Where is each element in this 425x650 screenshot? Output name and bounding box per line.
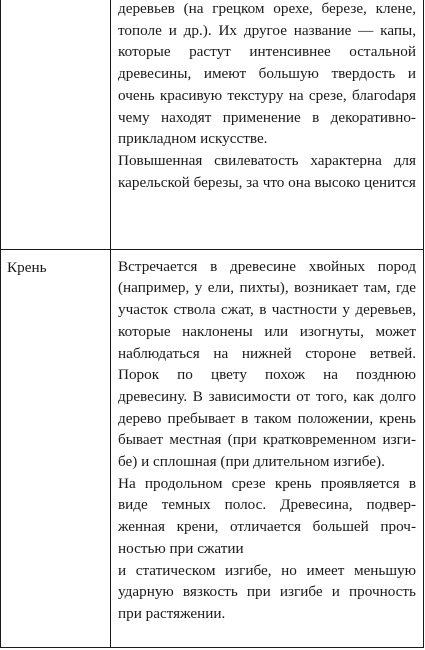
term-label: [1, 0, 110, 7]
description-paragraph: и статическом изгибе, но имеет меньшую ударную вязкость при изгибе и прочность при растяжении.: [118, 561, 416, 622]
description-paragraph: Повышенная свилеватость характерна для карельской березы, за что она высоко ценится: [118, 151, 416, 191]
term-cell: [1, 0, 111, 249]
term-label: Крень: [7, 258, 47, 276]
description-cell: [111, 0, 424, 249]
table-row: [1, 0, 424, 249]
term-cell: [1, 249, 111, 647]
description-paragraph: Встречается в древесине хвойных пород (например, у ели, пихты), возникает там, где участок ствола сжат, в частности у деревьев, которые наклонены или изогнуты, может наблюдаться на нижней стороне ветвей. Порок по цвету похож на позднюю древесину. В зависимости от того, как долго дерево пребывает в таком положении, крень бывает местная (при кратковременном изгибе) и сплошная (при длительном изгибе).: [118, 257, 416, 471]
description-cell: [111, 249, 424, 647]
table-row: [1, 249, 424, 647]
description-paragraph: деревьев (на грецком орехе, березе, клене, тополе и др.). Их другое название — капы, которые растут интенсивнее остальной древесины, имеют большую твердость и очень красивую текстуру на срезе, благоdаря чему находят применение в декоративно-прикладном искусстве.: [118, 0, 416, 148]
description-text: [111, 250, 423, 625]
description-text: [111, 0, 423, 193]
description-paragraph: На продольном срезе крень проявляется в виде темных полос. Древесина, подверженная крени, отличается большей прочностью при сжатии: [118, 474, 416, 557]
